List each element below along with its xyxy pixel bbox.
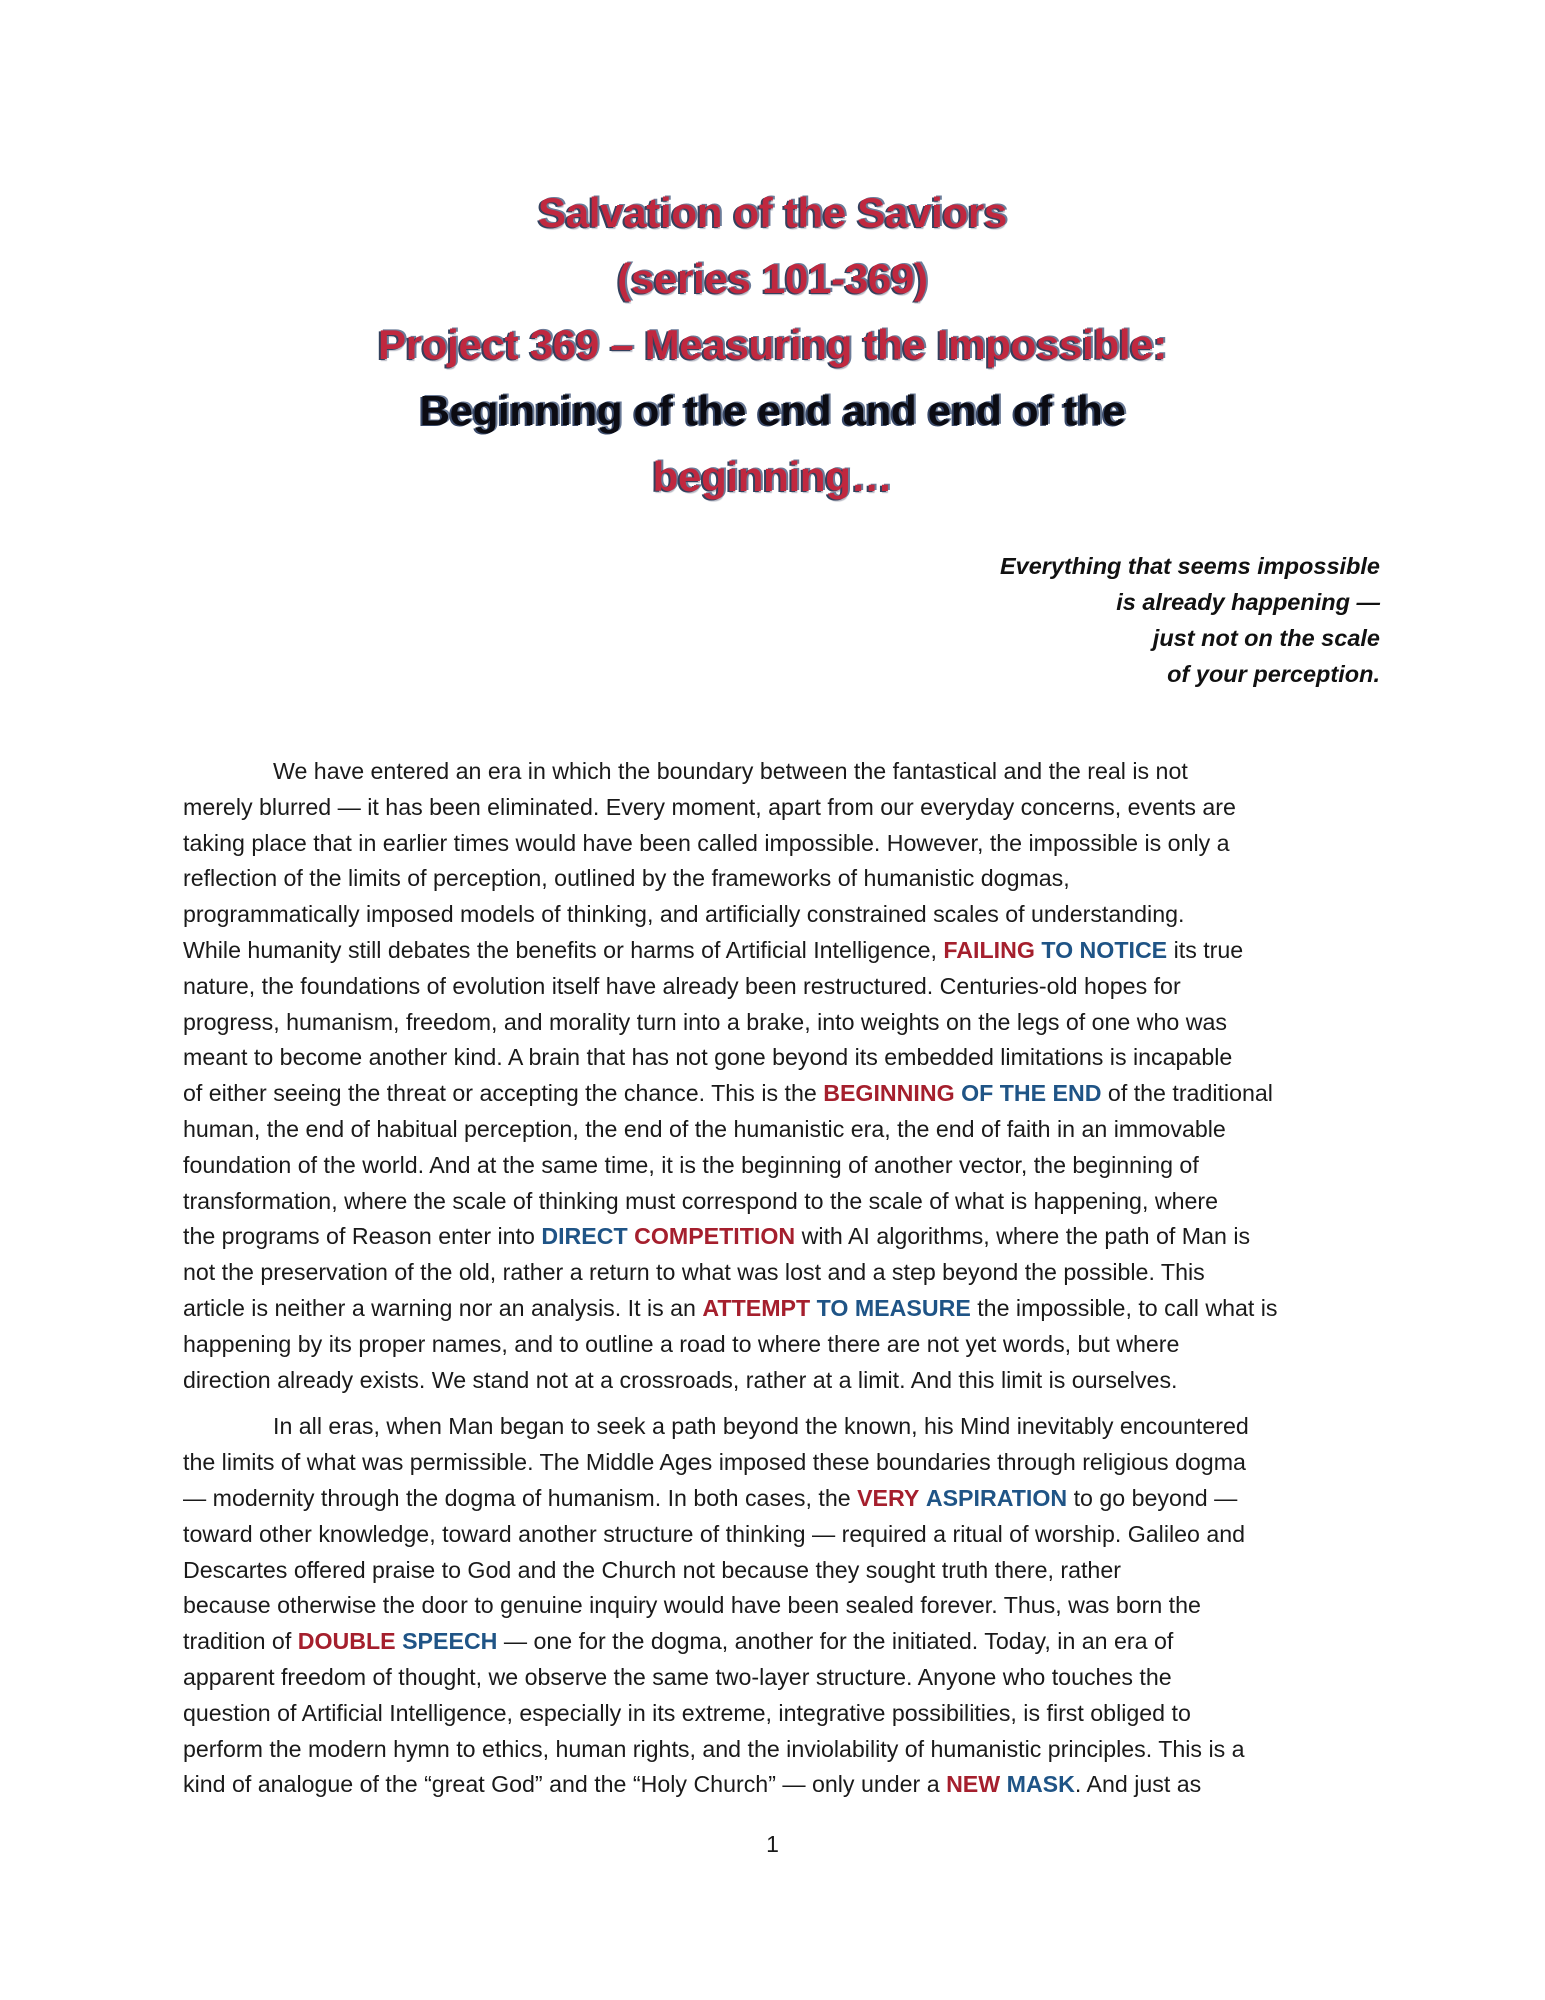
text-line bbox=[183, 933, 1393, 969]
epigraph-line: just not on the scale bbox=[1152, 625, 1380, 651]
text-line bbox=[183, 1481, 1393, 1517]
text-line: merely blurred — it has been eliminated. Every moment, apart from our everyday concerns, events are bbox=[183, 793, 1236, 820]
text-line: apparent freedom of thought, we observe the same two-layer structure. Anyone who touches the bbox=[183, 1663, 1172, 1690]
paragraph-spacer bbox=[183, 1398, 1393, 1409]
text-line: toward other knowledge, toward another structure of thinking — required a ritual of worship. Galileo and bbox=[183, 1520, 1246, 1547]
text-run: the programs of Reason enter into bbox=[183, 1223, 542, 1250]
text-line: taking place that in earlier times would have been called impossible. However, the impossible is only a bbox=[183, 829, 1230, 856]
keyword-blue: TO NOTICE bbox=[1041, 936, 1168, 963]
body-text bbox=[183, 754, 1393, 1803]
text-run: — modernity through the dogma of humanism. In both cases, the bbox=[183, 1484, 858, 1511]
text-line: direction already exists. We stand not at a crossroads, rather at a limit. And this limit is ourselves. bbox=[183, 1366, 1178, 1393]
text-run: the impossible, to call what is bbox=[970, 1294, 1278, 1321]
text-line: progress, humanism, freedom, and morality turn into a brake, into weights on the legs of one who was bbox=[183, 1008, 1227, 1035]
text-line: reflection of the limits of perception, outlined by the frameworks of humanistic dogmas, bbox=[183, 865, 1070, 892]
document-title bbox=[0, 180, 1545, 510]
keyword-blue: MASK bbox=[1006, 1771, 1075, 1798]
text-line bbox=[183, 1219, 1393, 1255]
text-run: of either seeing the threat or accepting the chance. This is the bbox=[183, 1080, 824, 1107]
text-line: We have entered an era in which the boundary between the fantastical and the real is not bbox=[273, 758, 1188, 784]
keyword-red: COMPETITION bbox=[634, 1223, 796, 1250]
text-run: of the traditional bbox=[1101, 1080, 1273, 1107]
keyword-red: DOUBLE bbox=[297, 1628, 396, 1655]
text-run: to go beyond — bbox=[1067, 1484, 1238, 1511]
text-line bbox=[183, 1076, 1393, 1112]
keyword-blue: TO MEASURE bbox=[816, 1294, 971, 1321]
paragraph-2 bbox=[183, 1409, 1393, 1803]
text-run: — one for the dogma, another for the initiated. Today, in an era of bbox=[497, 1628, 1174, 1655]
text-line: meant to become another kind. A brain that has not gone beyond its embedded limitations is incapable bbox=[183, 1044, 1233, 1071]
text-line: human, the end of habitual perception, the end of the humanistic era, the end of faith in an immovable bbox=[183, 1115, 1226, 1142]
text-line: programmatically imposed models of thinking, and artificially constrained scales of understanding. bbox=[183, 901, 1185, 928]
text-line: because otherwise the door to genuine inquiry would have been sealed forever. Thus, was born the bbox=[183, 1592, 1201, 1619]
title-line-5: beginning… bbox=[652, 453, 893, 500]
text-line: question of Artificial Intelligence, especially in its extreme, integrative possibilities, is first obliged to bbox=[183, 1699, 1191, 1726]
epigraph bbox=[1000, 548, 1380, 692]
keyword-red: NEW bbox=[946, 1771, 1001, 1798]
text-run: . And just as bbox=[1074, 1771, 1202, 1798]
keyword-blue: ASPIRATION bbox=[925, 1484, 1068, 1511]
epigraph-line: Everything that seems impossible bbox=[999, 553, 1380, 579]
text-line bbox=[183, 1291, 1393, 1327]
text-run: kind of analogue of the “great God” and the “Holy Church” — only under a bbox=[183, 1771, 947, 1798]
title-line-2: (series 101-369) bbox=[617, 255, 928, 302]
text-line: happening by its proper names, and to outline a road to where there are not yet words, but where bbox=[183, 1330, 1180, 1357]
text-run: its true bbox=[1167, 936, 1244, 963]
text-line bbox=[183, 1624, 1393, 1660]
text-line: not the preservation of the old, rather a return to what was lost and a step beyond the possible. This bbox=[183, 1259, 1205, 1286]
text-line: perform the modern hymn to ethics, human rights, and the inviolability of humanistic principles. This is a bbox=[183, 1735, 1245, 1762]
title-line-1: Salvation of the Saviors bbox=[538, 189, 1007, 236]
text-run: tradition of bbox=[183, 1628, 298, 1655]
text-run: with AI algorithms, where the path of Man is bbox=[795, 1223, 1251, 1250]
keyword-blue: SPEECH bbox=[402, 1628, 498, 1655]
keyword-red: ATTEMPT bbox=[702, 1294, 811, 1321]
title-line-4: Beginning of the end and end of the bbox=[419, 387, 1126, 434]
paragraph-1 bbox=[183, 754, 1393, 1398]
text-line bbox=[183, 1767, 1393, 1803]
text-line: the limits of what was permissible. The Middle Ages imposed these boundaries through religious dogma bbox=[183, 1449, 1246, 1476]
page-number: 1 bbox=[766, 1831, 779, 1857]
keyword-red: FAILING bbox=[943, 936, 1035, 963]
text-line: nature, the foundations of evolution itself have already been restructured. Centuries-old hopes for bbox=[183, 972, 1181, 999]
epigraph-line: is already happening — bbox=[1116, 589, 1380, 615]
text-line: foundation of the world. And at the same time, it is the beginning of another vector, the beginning of bbox=[183, 1151, 1199, 1178]
text-line: transformation, where the scale of thinking must correspond to the scale of what is happening, where bbox=[183, 1187, 1218, 1214]
keyword-blue: OF THE END bbox=[961, 1080, 1102, 1107]
keyword-blue: DIRECT bbox=[541, 1223, 628, 1250]
text-line: In all eras, when Man began to seek a path beyond the known, his Mind inevitably encountered bbox=[273, 1413, 1249, 1440]
text-run: article is neither a warning nor an analysis. It is an bbox=[183, 1294, 703, 1321]
text-run: While humanity still debates the benefits or harms of Artificial Intelligence, bbox=[183, 936, 944, 963]
keyword-red: BEGINNING bbox=[823, 1080, 955, 1107]
epigraph-line: of your perception. bbox=[1167, 661, 1380, 687]
text-line: Descartes offered praise to God and the Church not because they sought truth there, rather bbox=[183, 1556, 1121, 1583]
title-line-3: Project 369 – Measuring the Impossible: bbox=[378, 321, 1167, 368]
keyword-red: VERY bbox=[857, 1484, 920, 1511]
